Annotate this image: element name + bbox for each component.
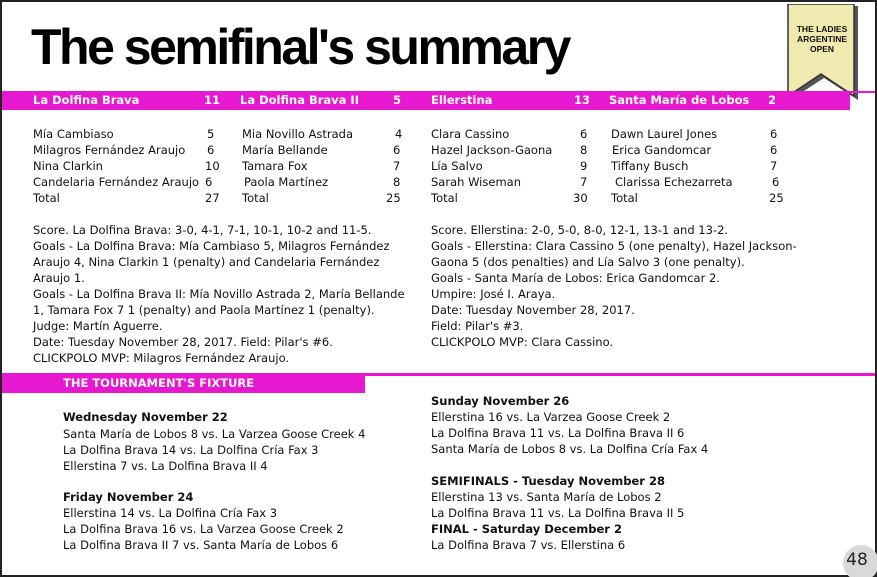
player-goals: 6 (393, 143, 401, 157)
fixture-game: Ellerstina 13 vs. Santa María de Lobos 2 (431, 490, 662, 504)
player-name: Mia Novillo Astrada (242, 127, 354, 141)
badge-line: OPEN (809, 44, 835, 54)
player-goals: 8 (580, 143, 588, 157)
total-goals: 27 (205, 191, 220, 205)
match-summary-ellerstina (431, 222, 811, 350)
player-name: Lía Salvo (431, 159, 483, 173)
fixture-day-heading: Sunday November 26 (431, 394, 570, 408)
tournament-badge (786, 4, 858, 100)
player-goals: 10 (205, 159, 220, 173)
player-name: María Bellande (242, 143, 328, 157)
fixture-game: Ellerstina 16 vs. La Varzea Goose Creek 2 (431, 410, 671, 424)
team-score: 11 (204, 93, 221, 107)
player-goals: 8 (393, 175, 401, 189)
summary-line: Goals - La Dolfina Brava II: Mía Novillo Astrada 2, María Bellande 1, Tamara Fox 7 1 (penalty) and Paola Martínez 1 (penalty). (33, 287, 405, 317)
fixture-game: La Dolfina Brava 11 vs. La Dolfina Brava II 5 (431, 506, 685, 520)
summary-line: Umpire: José I. Araya. (431, 287, 556, 301)
total-goals: 25 (386, 191, 401, 205)
fixture-game: La Dolfina Brava II 7 vs. Santa María de Lobos 6 (63, 538, 339, 552)
player-goals: 4 (395, 127, 403, 141)
total-label: Total (431, 191, 458, 205)
team-name: La Dolfina Brava II (240, 93, 359, 107)
player-goals: 7 (770, 159, 778, 173)
fixture-day-heading: Friday November 24 (63, 490, 194, 504)
summary-line: CLICKPOLO MVP: Milagros Fernández Araujo. (33, 351, 290, 365)
player-name: Clara Cassino (431, 127, 510, 141)
summary-line: Date: Tuesday November 28, 2017. Field: Pilar's #6. (33, 335, 333, 349)
fixture-game: La Dolfina Brava 14 vs. La Dolfina Cría Fax 3 (63, 443, 319, 457)
match-summary-la-dolfina (33, 222, 417, 366)
total-label: Total (33, 191, 60, 205)
player-goals: 6 (205, 175, 213, 189)
player-name: Dawn Laurel Jones (611, 127, 718, 141)
fixture-game: Santa María de Lobos 8 vs. La Dolfina Cría Fax 4 (431, 442, 709, 456)
fixture-day-heading: Wednesday November 22 (63, 410, 228, 424)
fixture-day-heading: SEMIFINALS - Tuesday November 28 (431, 474, 665, 488)
player-name: Candelaria Fernández Araujo (33, 175, 200, 189)
team-name: La Dolfina Brava (33, 93, 140, 107)
total-label: Total (611, 191, 638, 205)
summary-line: Judge: Martín Aguerre. (33, 319, 163, 333)
summary-line: Score. La Dolfina Brava: 3-0, 4-1, 7-1, 10-1, 10-2 and 11-5. (33, 223, 372, 237)
fixture-game: La Dolfina Brava 7 vs. Ellerstina 6 (431, 538, 626, 552)
badge-text (790, 24, 854, 54)
fixture-game: Ellerstina 7 vs. La Dolfina Brava II 4 (63, 459, 268, 473)
fixture-day-heading: FINAL - Saturday December 2 (431, 522, 622, 536)
team-name: Santa María de Lobos (609, 93, 750, 107)
header-bar-extension (850, 91, 875, 93)
summary-line: Goals - Ellerstina: Clara Cassino 5 (one penalty), Hazel Jackson-Gaona 5 (dos penalties) and Lía Salvo 3 (one penalty). (431, 239, 797, 269)
player-goals: 7 (580, 175, 588, 189)
player-name: Sarah Wiseman (431, 175, 521, 189)
player-goals: 6 (207, 143, 215, 157)
player-goals: 6 (580, 127, 588, 141)
player-name: Tamara Fox (242, 159, 308, 173)
player-name: Hazel Jackson-Gaona (431, 143, 553, 157)
fixture-game: Ellerstina 14 vs. La Dolfina Cría Fax 3 (63, 506, 278, 520)
player-goals: 5 (207, 127, 215, 141)
player-goals: 6 (772, 175, 780, 189)
total-goals: 30 (573, 191, 588, 205)
player-goals: 9 (580, 159, 588, 173)
player-name: Paola Martínez (244, 175, 329, 189)
summary-line: Goals - La Dolfina Brava: Mía Cambiaso 5, Milagros Fernández Araujo 4, Nina Clarkin 1 (penalty) and Candelaria Fernández Araujo 1. (33, 239, 390, 285)
player-name: Nina Clarkin (33, 159, 103, 173)
player-name: Erica Gandomcar (612, 143, 712, 157)
player-goals: 6 (770, 127, 778, 141)
team-score: 5 (393, 93, 402, 107)
total-goals: 25 (769, 191, 784, 205)
team-score: 2 (768, 93, 777, 107)
page-number: 48 (843, 545, 877, 577)
summary-line: CLICKPOLO MVP: Clara Cassino. (431, 335, 614, 349)
summary-line: Score. Ellerstina: 2-0, 5-0, 8-0, 12-1, 13-1 and 13-2. (431, 223, 729, 237)
team-score: 13 (574, 93, 591, 107)
fixture-divider (365, 373, 875, 376)
player-goals: 6 (770, 143, 778, 157)
player-name: Clarissa Echezarreta (615, 175, 733, 189)
player-goals: 7 (393, 159, 401, 173)
fixture-game: Santa María de Lobos 8 vs. La Varzea Goose Creek 4 (63, 427, 366, 441)
total-label: Total (242, 191, 269, 205)
player-name: Mía Cambiaso (33, 127, 114, 141)
badge-line: ARGENTINE (796, 34, 848, 44)
team-name: Ellerstina (431, 93, 493, 107)
badge-line: THE LADIES (796, 24, 848, 34)
summary-line: Goals - Santa María de Lobos: Erica Gandomcar 2. (431, 271, 720, 285)
summary-line: Date: Tuesday November 28, 2017. (431, 303, 635, 317)
summary-line: Field: Pilar's #3. (431, 319, 524, 333)
fixture-title: THE TOURNAMENT'S FIXTURE (63, 376, 255, 390)
page-title: The semifinal's summary (31, 19, 569, 75)
player-name: Tiffany Busch (611, 159, 689, 173)
player-name: Milagros Fernández Araujo (33, 143, 186, 157)
fixture-game: La Dolfina Brava 16 vs. La Varzea Goose Creek 2 (63, 522, 344, 536)
fixture-game: La Dolfina Brava 11 vs. La Dolfina Brava II 6 (431, 426, 685, 440)
